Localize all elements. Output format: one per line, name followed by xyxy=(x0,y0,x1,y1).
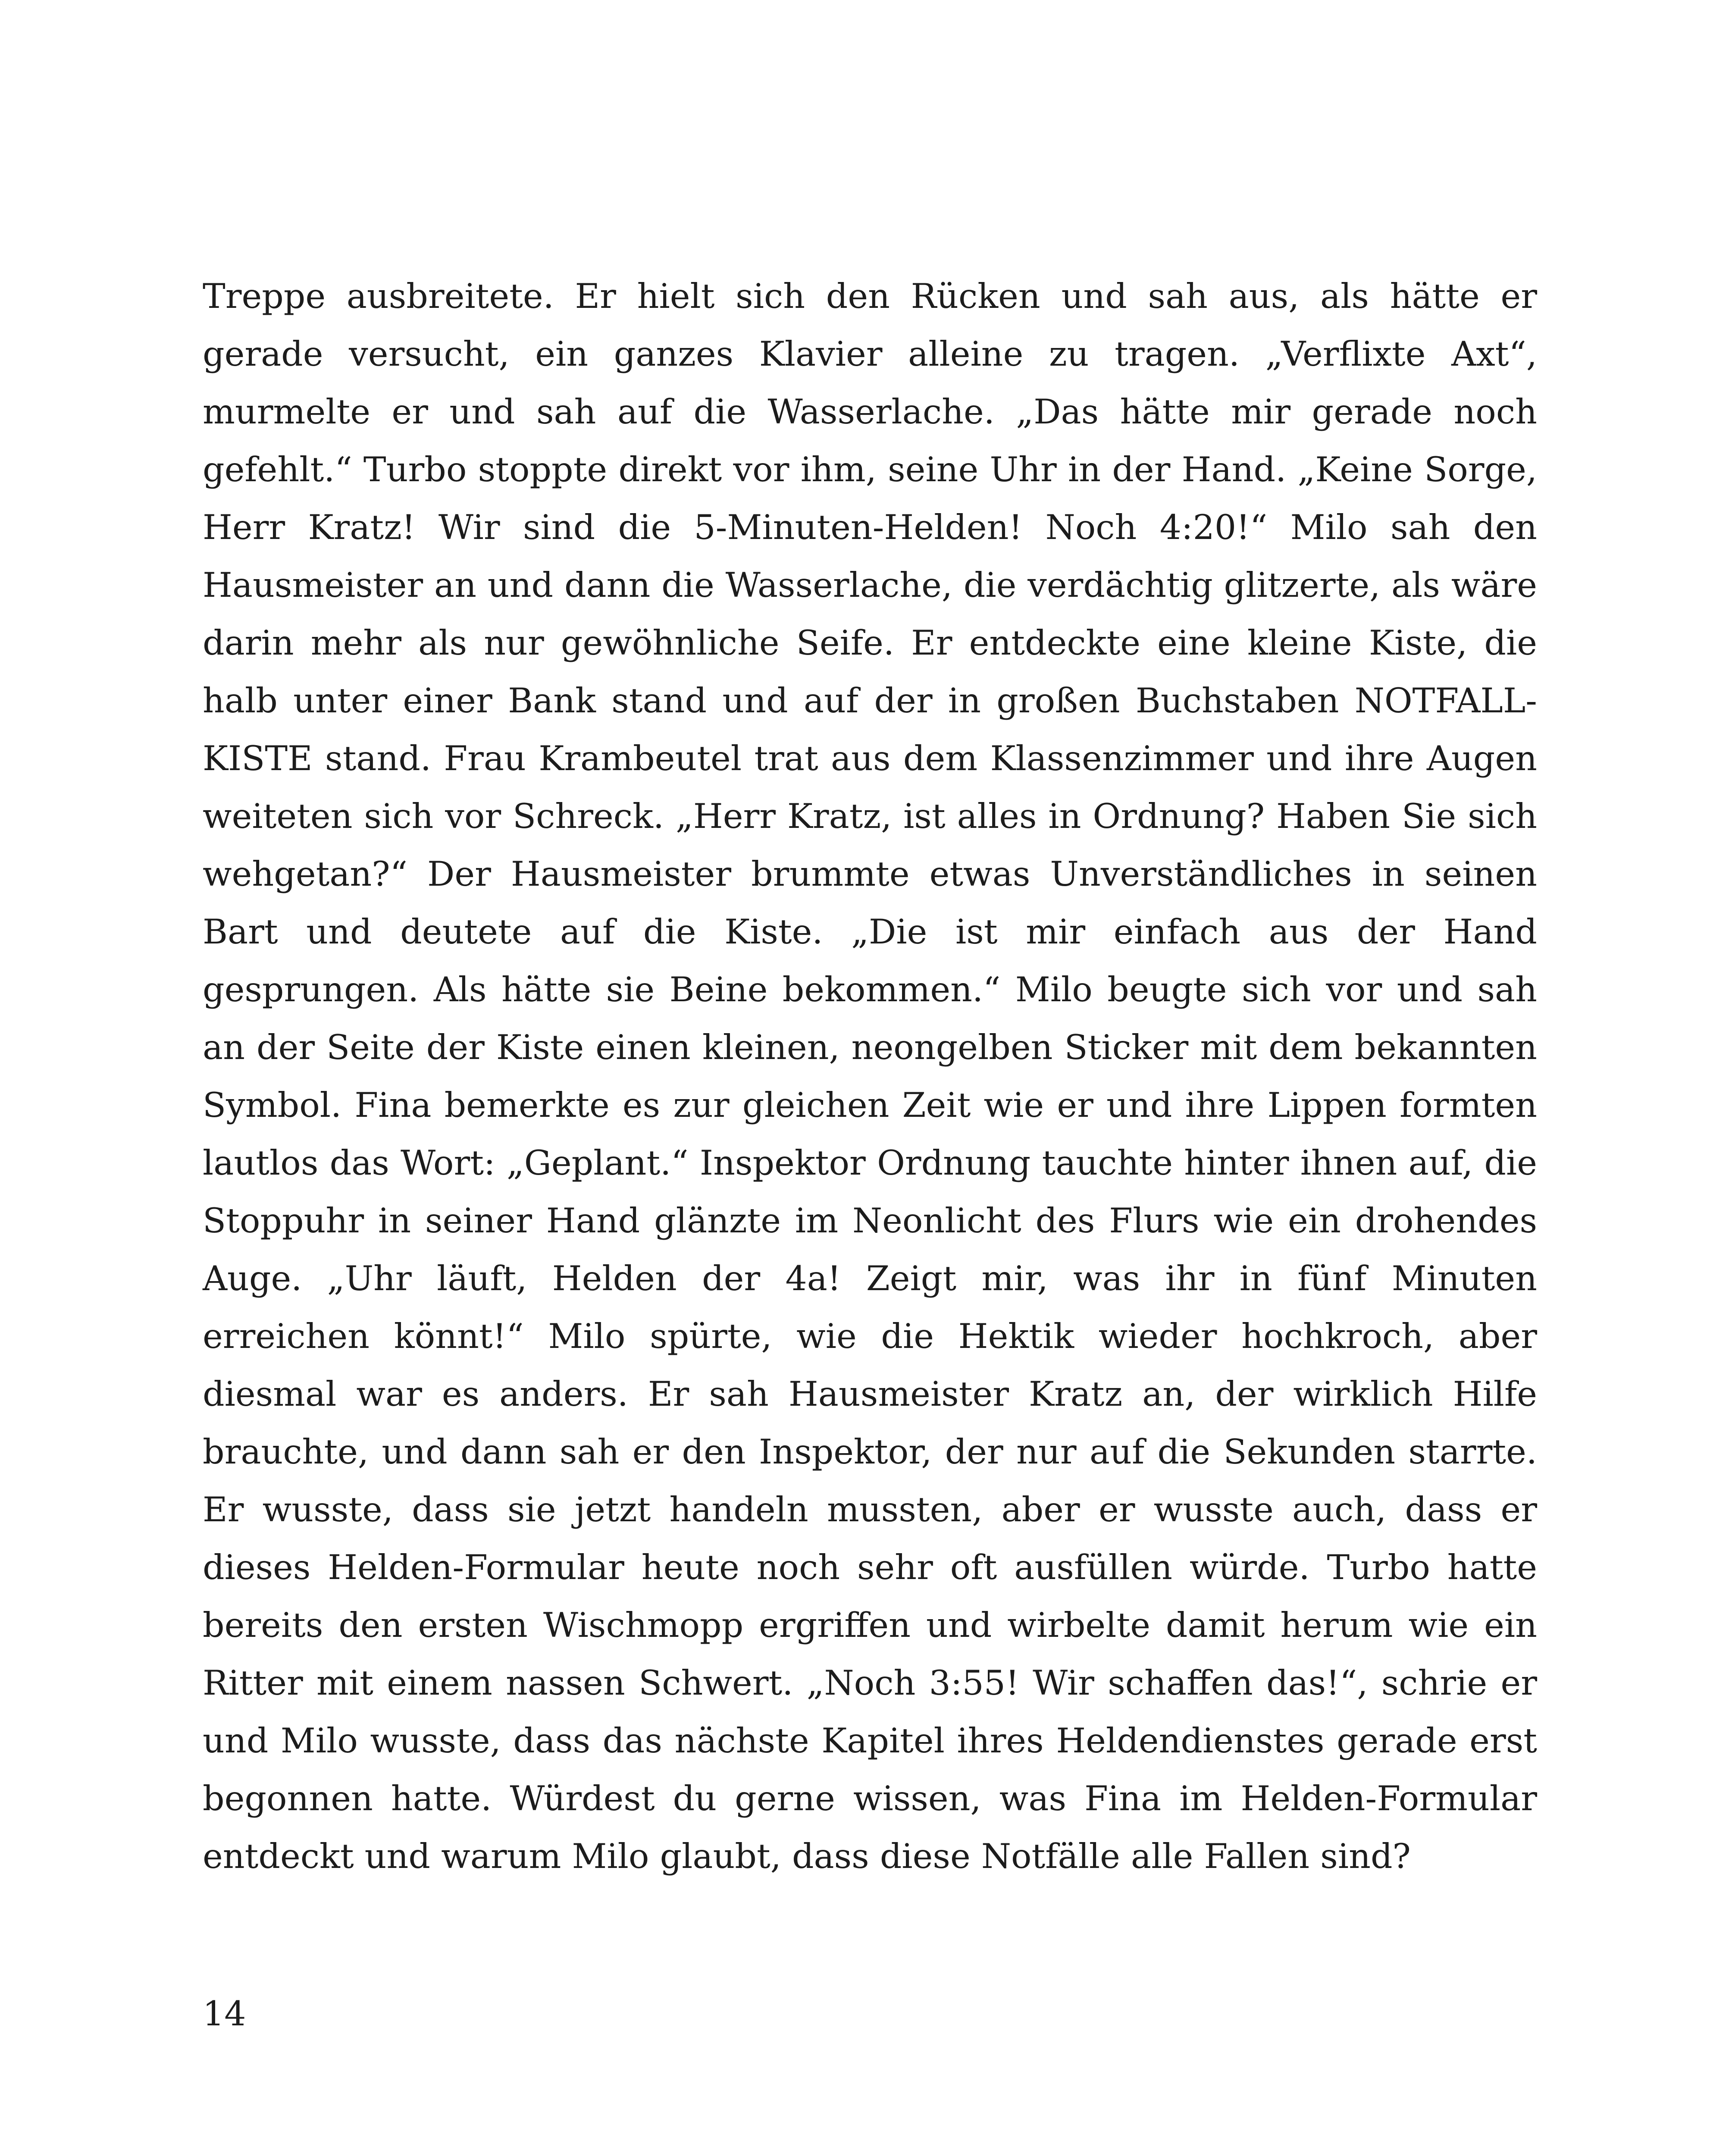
body-paragraph: Treppe ausbreitete. Er hielt sich den Rücken und sah aus, als hätte er gerade versucht, ein ganzes Klavier alleine zu tragen. „Verflixte Axt“, murmelte er und sah auf die Wasserlache. „Das hätte mir gerade noch gefehlt.“ Turbo stoppte direkt vor ihm, seine Uhr in der Hand. „Keine Sorge, Herr Kratz! Wir sind die 5-Minuten-Helden! Noch 4:20!“ Milo sah den Hausmeister an und dann die Wasserlache, die verdächtig glitzerte, als wäre darin mehr als nur gewöhnliche Seife. Er entdeckte eine kleine Kiste, die halb unter einer Bank stand und auf der in großen Buchstaben NOTFALL-KISTE stand. Frau Krambeutel trat aus dem Klassenzimmer und ihre Augen weiteten sich vor Schreck. „Herr Kratz, ist alles in Ordnung? Haben Sie sich wehgetan?“ Der Hausmeister brummte etwas Unverständliches in seinen Bart und deutete auf die Kiste. „Die ist mir einfach aus der Hand gesprungen. Als hätte sie Beine bekommen.“ Milo beugte sich vor und sah an der Seite der Kiste einen kleinen, neongelben Sticker mit dem bekannten Symbol. Fina bemerkte es zur gleichen Zeit wie er und ihre Lippen formten lautlos das Wort: „Geplant.“ Inspektor Ordnung tauchte hinter ihnen auf, die Stoppuhr in seiner Hand glänzte im Neonlicht des Flurs wie ein drohendes Auge. „Uhr läuft, Helden der 4a! Zeigt mir, was ihr in fünf Minuten erreichen könnt!“ Milo spürte, wie die Hektik wieder hochkroch, aber diesmal war es anders. Er sah Hausmeister Kratz an, der wirklich Hilfe brauchte, und dann sah er den Inspektor, der nur auf die Sekunden starrte. Er wusste, dass sie jetzt handeln mussten, aber er wusste auch, dass er dieses Helden-Formular heute noch sehr oft ausfüllen würde. Turbo hatte bereits den ersten Wischmopp ergriffen und wirbelte damit herum wie ein Ritter mit einem nassen Schwert. „Noch 3:55! Wir schaffen das!“, schrie er und Milo wusste, dass das nächste Kapitel ihres Heldendienstes gerade erst begonnen hatte. Würdest du gerne wissen, was Fina im Helden-Formular entdeckt und warum Milo glaubt, dass diese Notfälle alle Fallen sind? xyxy=(203,276,1537,1876)
page-number: 14 xyxy=(203,1994,246,2034)
